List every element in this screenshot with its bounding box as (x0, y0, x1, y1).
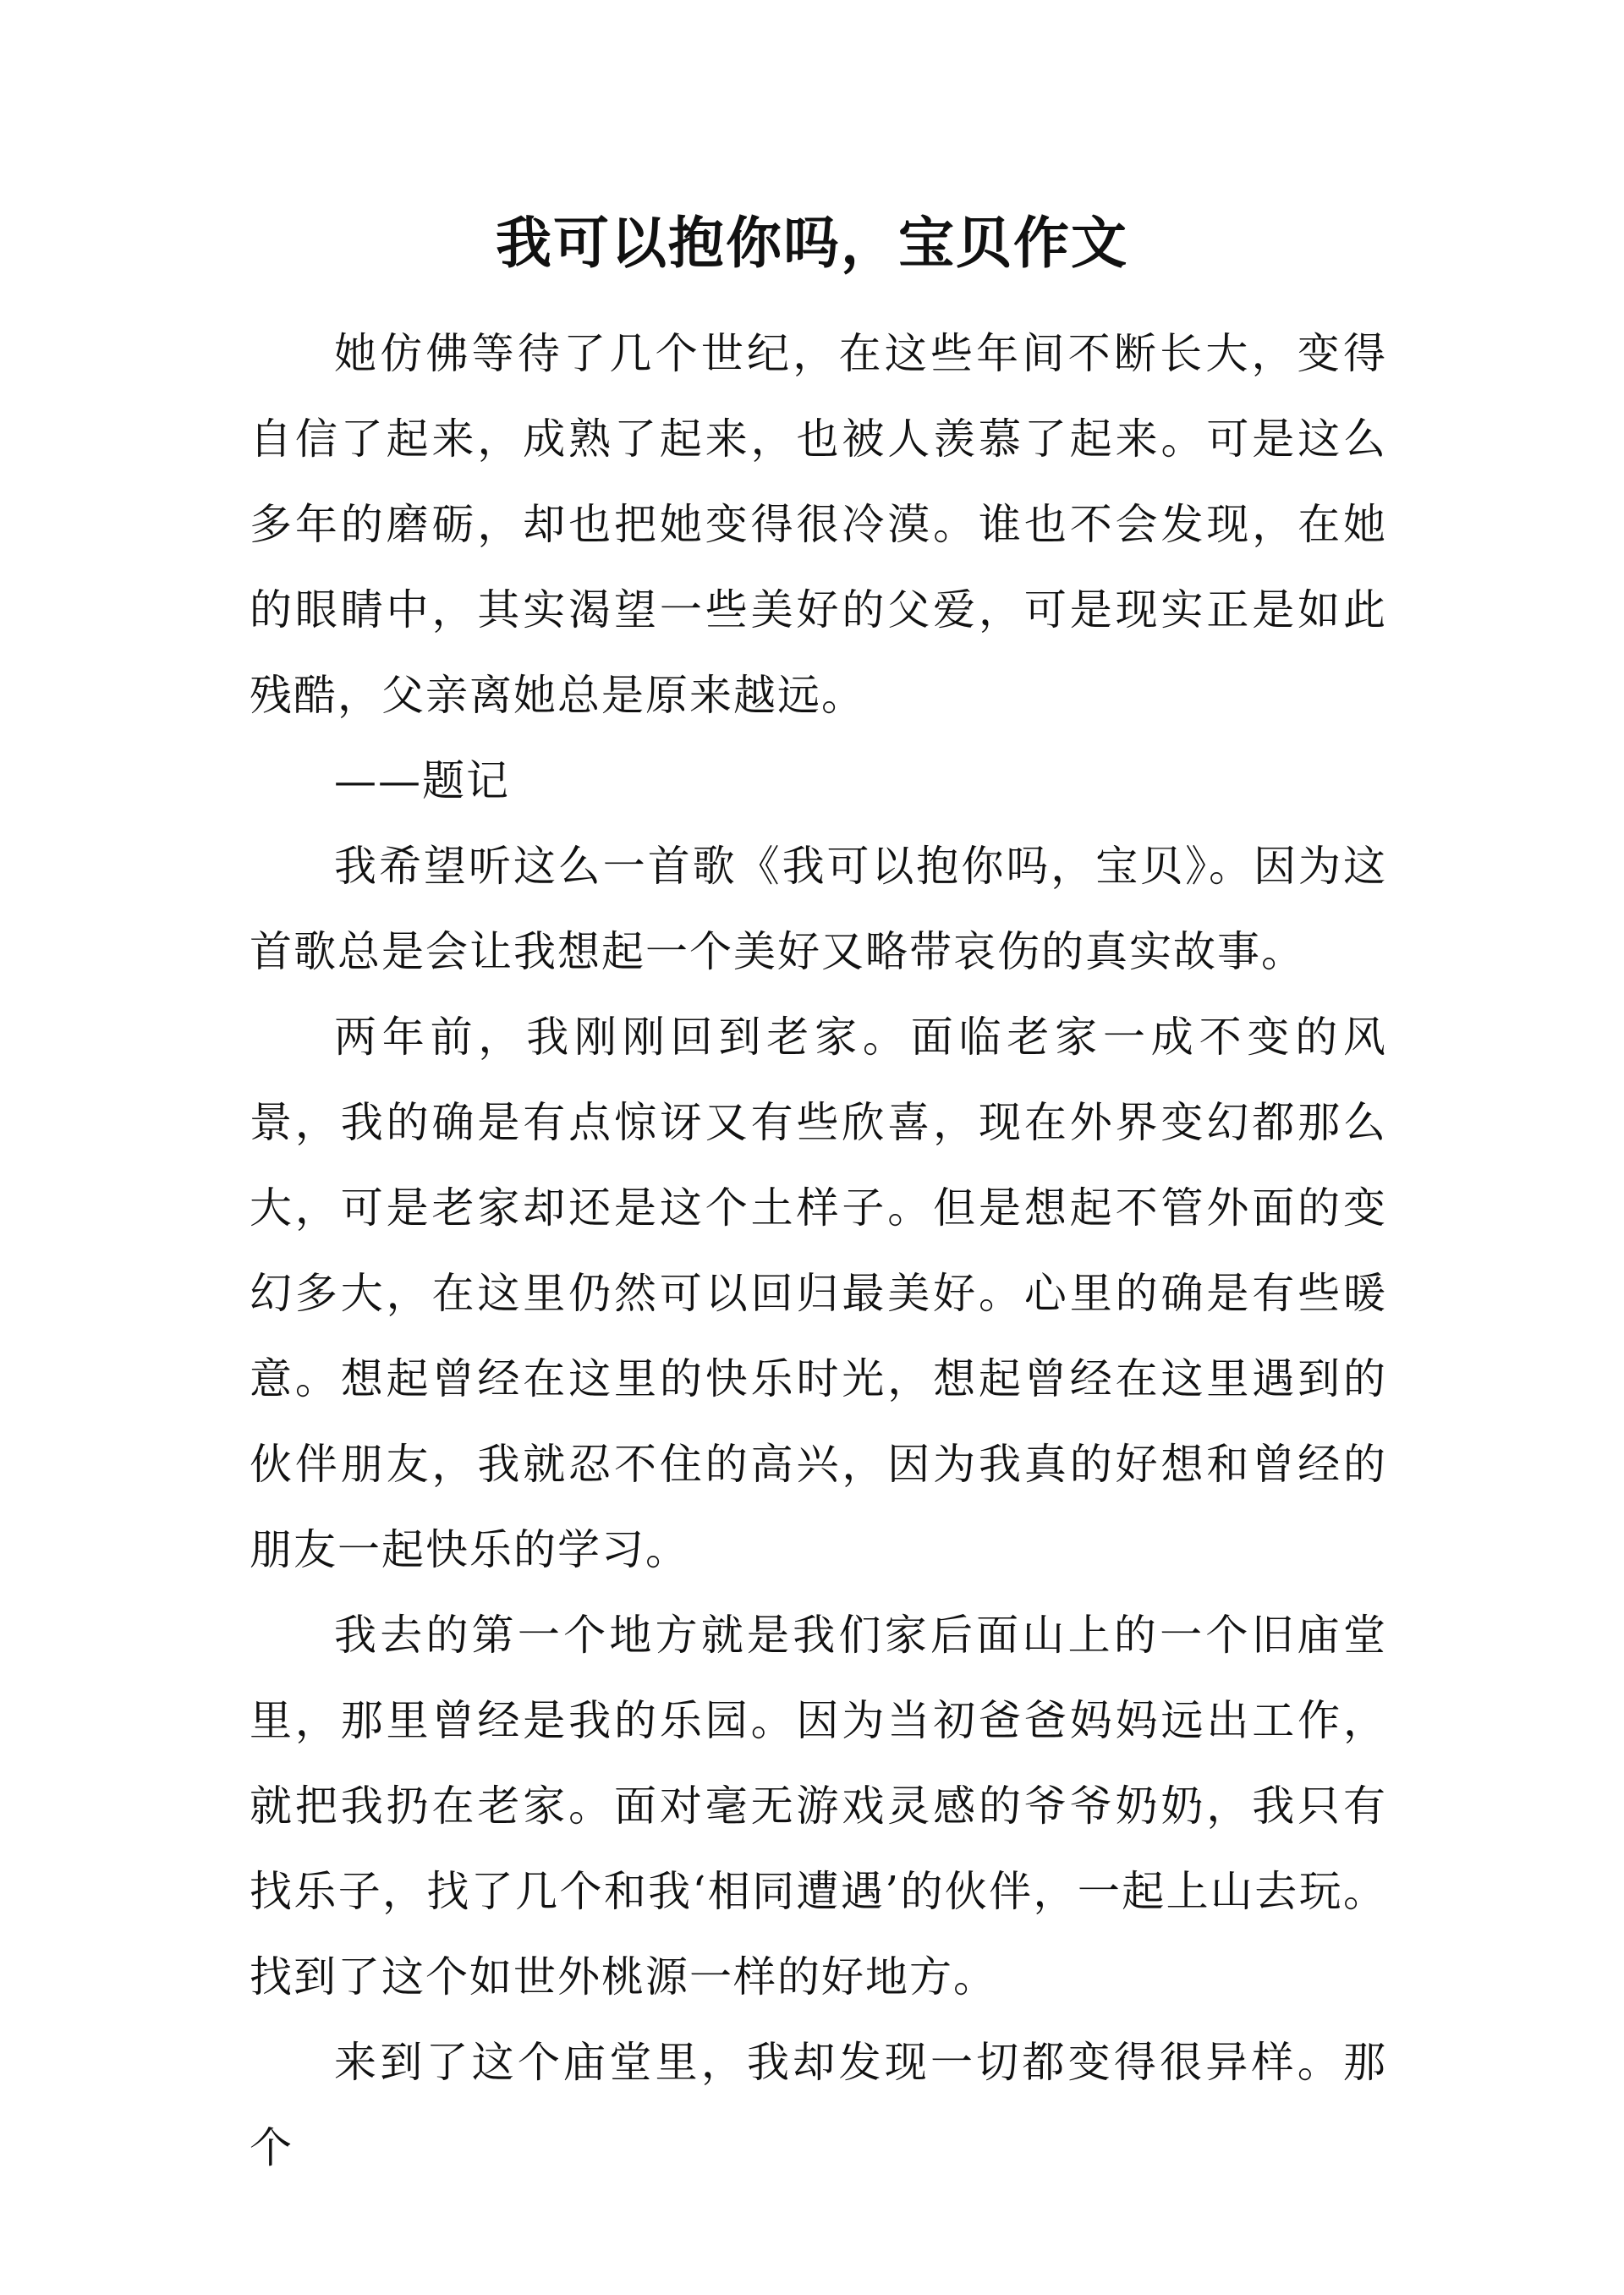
paragraph-temple-arrival: 来到了这个庙堂里，我却发现一切都变得很异样。那个 (250, 2038, 1387, 2172)
paragraph-preface: 她仿佛等待了几个世纪，在这些年间不断长大，变得自信了起来，成熟了起来，也被人羡慕了起来。可是这么多年的磨砺，却也把她变得很冷漠。谁也不会发现，在她的眼睛中，其实渴望一些美好的父爱，可是现实正是如此残酷，父亲离她总是原来越远。 (250, 329, 1387, 720)
paragraph-song-wish: 我希望听这么一首歌《我可以抱你吗，宝贝》。因为这首歌总是会让我想起一个美好又略带哀伤的真实故事。 (250, 842, 1387, 976)
paragraph-return-home: 两年前，我刚刚回到老家。面临老家一成不变的风景，我的确是有点惊讶又有些欣喜，现在外界变幻都那么大，可是老家却还是这个土样子。但是想起不管外面的变幻多大，在这里仍然可以回归最美好。心里的确是有些暖意。想起曾经在这里的快乐时光，想起曾经在这里遇到的伙伴朋友，我就忍不住的高兴，因为我真的好想和曾经的朋友一起快乐的学习。 (250, 1013, 1387, 1574)
document-body (250, 311, 1387, 2191)
paragraph-old-temple: 我去的第一个地方就是我们家后面山上的一个旧庙堂里，那里曾经是我的乐园。因为当初爸爸妈妈远出工作，就把我扔在老家。面对毫无游戏灵感的爷爷奶奶，我只有找乐子，找了几个和我‘相同遭遇’的伙伴，一起上山去玩。找到了这个如世外桃源一样的好地方。 (250, 1611, 1387, 2001)
document-title: 我可以抱你吗，宝贝作文 (496, 211, 1128, 276)
paragraph-epigraph-attribution: ——题记 (334, 756, 510, 805)
